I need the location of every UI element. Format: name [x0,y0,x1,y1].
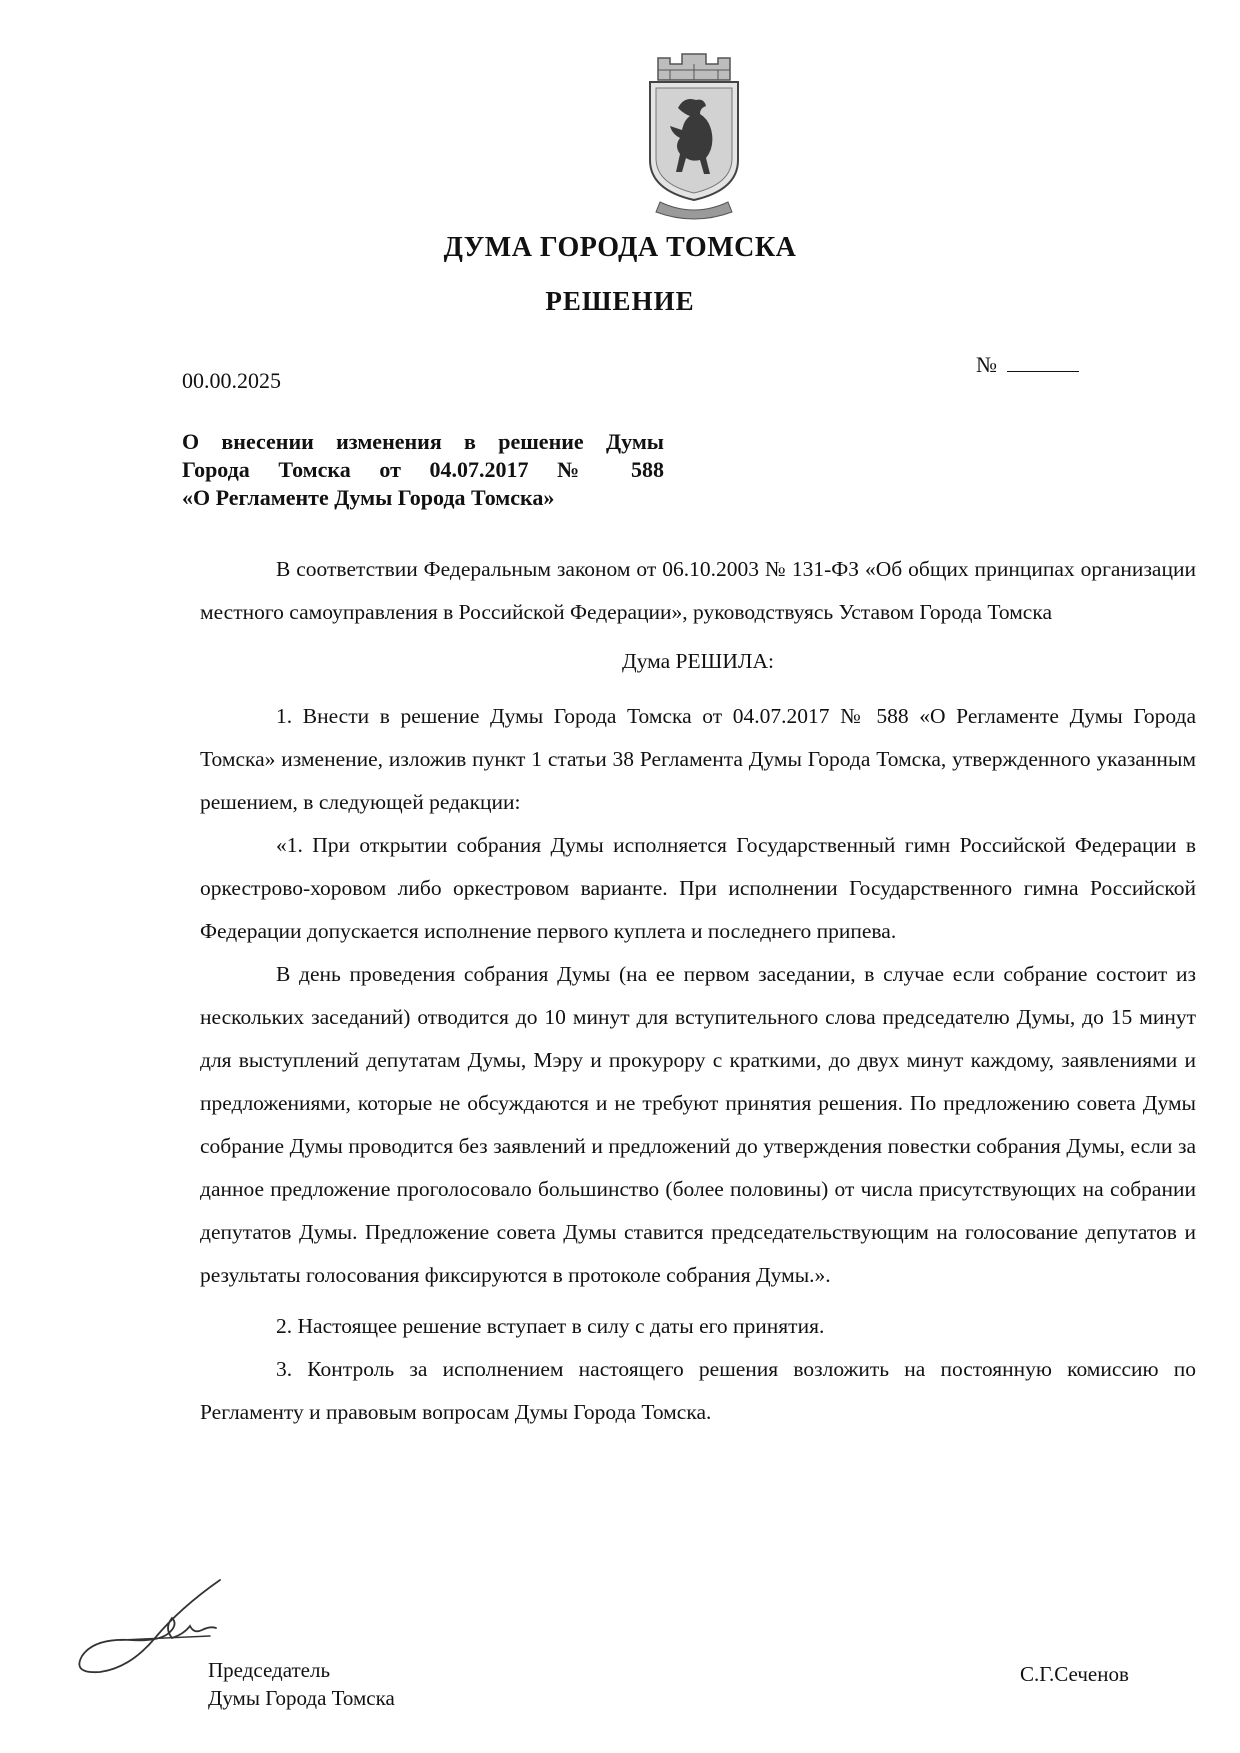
quoted-paragraph-1: «1. При открытии собрания Думы исполняется Государственный гимн Российской Федерации в оркестрово-хоровом либо оркестровом варианте. При исполнении Государственного гимна Российской Федерации допускается исполнение первого куплета и последнего припева. [200,833,1196,943]
doc-type-heading: РЕШЕНИЕ [545,286,695,316]
org-title: ДУМА ГОРОДА ТОМСКА [443,232,797,263]
decision-subject [182,428,664,512]
subject-line: О внесении изменения в решение Думы [182,429,664,454]
decision-body [200,548,1196,1434]
decision-number [976,352,1079,378]
item-3-paragraph: 3. Контроль за исполнением настоящего решения возложить на постоянную комиссию по Регламенту и правовым вопросам Думы Города Томска. [200,1357,1196,1424]
number-blank [1007,353,1079,372]
signatory-name: С.Г.Сеченов [1020,1662,1129,1686]
item-2-paragraph: 2. Настоящее решение вступает в силу с даты его принятия. [276,1314,825,1338]
preamble-paragraph: В соответствии Федеральным законом от 06.10.2003 № 131-ФЗ «Об общих принципах организации местного самоуправления в Российской Федерации», руководствуясь Уставом Города Томска [200,557,1196,624]
subject-line: Города Томска от 04.07.2017 № 588 [182,457,664,482]
subject-line: «О Регламенте Думы Города Томска» [182,485,555,510]
resolved-heading: Дума РЕШИЛА: [622,649,774,673]
item-1-paragraph: 1. Внести в решение Думы Города Томска от 04.07.2017 № 588 «О Регламенте Думы Города Томска» изменение, изложив пункт 1 статьи 38 Регламента Думы Города Томска, утвержденного указанным решением, в следующей редакции: [200,704,1196,814]
tomsk-coat-of-arms-icon [640,50,748,220]
decision-date: 00.00.2025 [182,368,281,393]
signatory-title-line: Думы Города Томска [208,1686,395,1710]
signatory-title-line: Председатель [208,1658,331,1682]
signatory-title [208,1656,395,1712]
quoted-paragraph-2: В день проведения собрания Думы (на ее первом заседании, в случае если собрание состоит из нескольких заседаний) отводится до 10 минут для вступительного слова председателю Думы, до 15 минут для выступлений депутатам Думы, Мэру и прокурору с краткими, до двух минут каждому, заявлениями и предложениями, которые не обсуждаются и не требуют принятия решения. По предложению совета Думы собрание Думы проводится без заявлений и предложений до утверждения повестки собрания Думы, если за данное предложение проголосовало большинство (более половины) от числа присутствующих на собрании депутатов Думы. Предложение совета Думы ставится председательствующим на голосование депутатов и результаты голосования фиксируются в протоколе собрания Думы.». [200,962,1196,1287]
number-label: № [976,352,997,377]
